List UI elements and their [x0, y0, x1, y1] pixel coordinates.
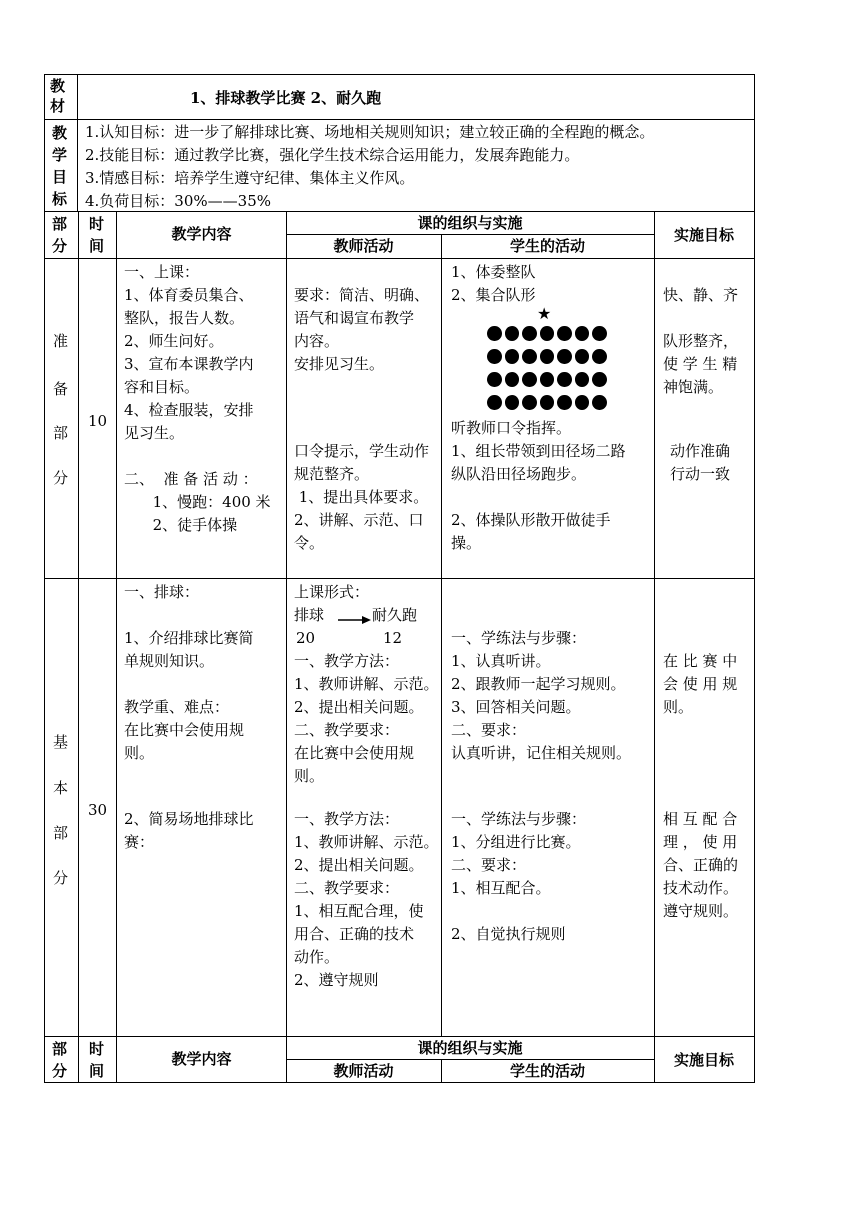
text-line: 二、要求： [451, 721, 527, 739]
footer-header-time: 时间 [89, 1040, 105, 1080]
table-line [441, 234, 442, 1036]
student-dot-icon [522, 395, 537, 410]
text-line: 见习生。 [124, 424, 185, 442]
basic-part-char: 基 [53, 733, 69, 751]
table-line [754, 74, 755, 1083]
text-line: 1、介绍排球比赛简 [124, 629, 254, 647]
prep-part-char: 准 [53, 332, 69, 350]
text-line [451, 900, 586, 923]
footer-header-target: 实施目标 [673, 1051, 734, 1069]
text-line: 纵队沿田径场跑步。 [451, 465, 587, 483]
material-label: 教材 [50, 77, 66, 115]
text-line: 2、师生问好。 [124, 332, 224, 350]
student-dot-icon [487, 349, 502, 364]
basic-teacher-top: 上课形式： [294, 583, 370, 601]
footer-header-content: 教学内容 [171, 1050, 232, 1068]
star-icon: ★ [537, 304, 552, 323]
text-line: 1、相互配合。 [451, 879, 551, 897]
text-line: 1、相互配合理，使 [294, 902, 424, 920]
text-line: 二、要求： [451, 856, 527, 874]
prep-part-char: 分 [53, 469, 69, 487]
prep-target-1 [663, 284, 738, 399]
text-line [663, 307, 738, 330]
footer-header-student: 学生的活动 [509, 1062, 585, 1080]
student-dot-icon [575, 372, 590, 387]
student-dot-icon [575, 395, 590, 410]
text-line: 3、宣布本课教学内 [124, 355, 254, 373]
text-line: 1、体委整队 [451, 263, 536, 281]
student-dot-icon [592, 395, 607, 410]
text-line: 二、 准 备 活 动 ： [124, 470, 258, 488]
table-line [116, 211, 117, 1036]
text-line: 1、教师讲解、示范。 [294, 833, 439, 851]
text-line: 则。 [294, 767, 325, 785]
text-line: 动作准确 [670, 442, 731, 460]
text-line: 语气和谒宣布教学 [294, 309, 415, 327]
student-dot-icon [487, 395, 502, 410]
text-line: 2、自觉执行规则 [451, 925, 566, 943]
table-line [286, 211, 287, 1036]
text-line: 3、回答相关问题。 [451, 698, 581, 716]
text-line: 1、慢跑：400 米 [124, 493, 271, 511]
text-line: 1、分组进行比赛。 [451, 833, 581, 851]
goal-item: 4.负荷目标：30%——35% [85, 192, 271, 210]
table-line [78, 1036, 79, 1083]
formation-row [487, 326, 607, 346]
text-line: 一、教学方法： [294, 810, 400, 828]
text-line: 神饱满。 [663, 378, 724, 396]
text-line [124, 445, 271, 468]
text-line: 一、上课： [124, 263, 200, 281]
text-line: 1、体育委员集合、 [124, 286, 254, 304]
prep-content [124, 261, 271, 537]
text-line: 单规则知识。 [124, 652, 215, 670]
text-line: 规范整齐。 [294, 465, 370, 483]
goal-item: 3.情感目标：培养学生遵守纪律、集体主义作风。 [85, 169, 415, 187]
text-line: 一、学练法与步骤： [451, 810, 587, 828]
table-line [44, 74, 45, 1083]
text-line [451, 486, 626, 509]
student-dot-icon [575, 326, 590, 341]
text-line: 在比赛中会使用规 [124, 721, 245, 739]
text-line: 一、教学方法： [294, 652, 400, 670]
basic-part-char: 本 [53, 779, 69, 797]
text-line: 教学重、难点： [124, 698, 230, 716]
text-line: 一、学练法与步骤： [451, 629, 587, 647]
header-teacher: 教师活动 [333, 237, 394, 255]
text-line: 2、集合队形 [451, 286, 536, 304]
text-line: 在比赛中会使用规 [294, 744, 415, 762]
text-line: 口令提示，学生动作 [294, 442, 430, 460]
text-line: 快、静、齐 [663, 286, 739, 304]
prep-target-2 [670, 440, 730, 486]
goals-label: 教学目标 [52, 124, 68, 208]
prep-part-char: 部 [53, 424, 69, 442]
student-dot-icon [505, 326, 520, 341]
basic-content-1 [124, 581, 254, 765]
student-dot-icon [522, 326, 537, 341]
footer-header-part: 部分 [52, 1040, 68, 1080]
text-line: 则。 [663, 698, 694, 716]
student-dot-icon [540, 372, 555, 387]
text-line: 2、提出相关问题。 [294, 856, 424, 874]
text-line: 听教师口令指挥。 [451, 419, 572, 437]
header-part: 部分 [52, 215, 68, 255]
student-dot-icon [540, 395, 555, 410]
footer-header-teacher: 教师活动 [333, 1062, 394, 1080]
goal-item: 2.技能目标：通过教学比赛，强化学生技术综合运用能力，发展奔跑能力。 [85, 146, 580, 164]
header-org: 课的组织与实施 [417, 214, 523, 232]
text-line: 在 比 赛 中 [663, 652, 738, 670]
text-line: 2、提出相关问题。 [294, 698, 424, 716]
basic-student-2 [451, 808, 586, 946]
student-dot-icon [487, 326, 502, 341]
text-line: 令。 [294, 534, 325, 552]
table-line [77, 74, 78, 211]
text-line: 2、简易场地排球比 [124, 810, 254, 828]
header-content: 教学内容 [171, 225, 232, 243]
prep-student-2 [451, 417, 626, 555]
text-line: 操。 [451, 534, 482, 552]
basic-time: 30 [88, 801, 108, 819]
text-line: 行动一致 [670, 465, 731, 483]
student-dot-icon [540, 326, 555, 341]
formation-row [487, 372, 607, 392]
student-dot-icon [557, 372, 572, 387]
basic-teacher-2 [294, 808, 439, 992]
basic-part-char: 分 [53, 869, 69, 887]
text-line: 2、跟教师一起学习规则。 [451, 675, 626, 693]
formation-dots [487, 326, 607, 418]
table-line [44, 119, 755, 120]
table-line [654, 211, 655, 1036]
text-line: 2、遵守规则 [294, 971, 379, 989]
basic-teacher-1 [294, 650, 439, 788]
goals-list [85, 121, 654, 213]
text-line: 二、教学要求： [294, 721, 400, 739]
text-line: 要求：简洁、明确、 [294, 286, 430, 304]
text-line: 容和目标。 [124, 378, 200, 396]
table-line [78, 211, 79, 1036]
text-line: 会 使 用 规 [663, 675, 738, 693]
text-line: 2、体操队形散开做徒手 [451, 511, 611, 529]
text-line: 理 ， 使 用 [663, 833, 738, 851]
text-line [124, 604, 254, 627]
text-line [124, 673, 254, 696]
text-line: 遵守规则。 [663, 902, 739, 920]
form-n1: 20 [296, 629, 316, 647]
text-line: 赛： [124, 833, 155, 851]
text-line: 动作。 [294, 948, 340, 966]
student-dot-icon [592, 326, 607, 341]
text-line: 2、徒手体操 [124, 516, 238, 534]
footer-header-org: 课的组织与实施 [417, 1039, 523, 1057]
text-line: 安排见习生。 [294, 355, 385, 373]
text-line: 技术动作。 [663, 879, 739, 897]
text-line: 2、讲解、示范、口 [294, 511, 424, 529]
student-dot-icon [505, 372, 520, 387]
text-line: 1、组长带领到田径场二路 [451, 442, 626, 460]
text-line: 内容。 [294, 332, 340, 350]
form-n2: 12 [383, 629, 403, 647]
text-line: 则。 [124, 744, 155, 762]
formation-row [487, 395, 607, 415]
arrow-right-icon [338, 615, 372, 625]
student-dot-icon [522, 349, 537, 364]
table-line [44, 74, 755, 75]
text-line: 1、教师讲解、示范。 [294, 675, 439, 693]
student-dot-icon [522, 372, 537, 387]
student-dot-icon [592, 372, 607, 387]
student-dot-icon [557, 395, 572, 410]
header-time: 时间 [89, 215, 105, 255]
student-dot-icon [505, 395, 520, 410]
header-student: 学生的活动 [509, 237, 585, 255]
text-line: 相 互 配 合 [663, 810, 738, 828]
text-line: 队形整齐， [663, 332, 739, 350]
student-dot-icon [557, 349, 572, 364]
prep-part-char: 备 [53, 380, 69, 398]
basic-target-2 [663, 808, 738, 923]
basic-part-char: 部 [53, 824, 69, 842]
form-to: 耐久跑 [372, 606, 418, 624]
student-dot-icon [540, 349, 555, 364]
text-line: 用合、正确的技术 [294, 925, 415, 943]
text-line: 1、认真听讲。 [451, 652, 551, 670]
prep-student-1 [451, 261, 536, 307]
text-line: 4、检查服装，安排 [124, 401, 254, 419]
basic-content-2 [124, 808, 254, 854]
text-line: 一、排球： [124, 583, 200, 601]
table-line [44, 258, 755, 259]
header-target: 实施目标 [673, 226, 734, 244]
text-line: 认真听讲，记住相关规则。 [451, 744, 632, 762]
student-dot-icon [575, 349, 590, 364]
text-line: 1、提出具体要求。 [294, 488, 429, 506]
goal-item: 1.认知目标：进一步了解排球比赛、场地相关规则知识；建立较正确的全程跑的概念。 [85, 123, 655, 141]
prep-time: 10 [88, 412, 108, 430]
table-line [44, 578, 755, 579]
form-from: 排球 [294, 606, 325, 624]
student-dot-icon [592, 349, 607, 364]
text-line: 整队，报告人数。 [124, 309, 245, 327]
formation-row [487, 349, 607, 369]
basic-target-1 [663, 650, 737, 719]
prep-teacher-1 [294, 284, 429, 376]
student-dot-icon [487, 372, 502, 387]
material-content: 1、排球教学比赛 2、耐久跑 [190, 89, 382, 107]
student-dot-icon [557, 326, 572, 341]
prep-teacher-2 [294, 440, 429, 555]
basic-student-1 [451, 627, 631, 765]
student-dot-icon [505, 349, 520, 364]
text-line: 二、教学要求： [294, 879, 400, 897]
text-line: 使 学 生 精 [663, 355, 738, 373]
text-line: 合、正确的 [663, 856, 739, 874]
